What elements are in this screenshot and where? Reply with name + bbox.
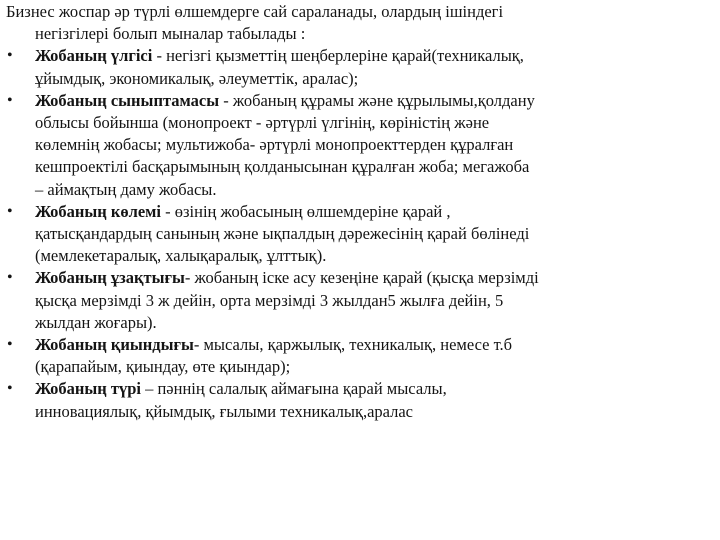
item-text: - негізгі қызметтің шеңберлеріне қарай(техникалық, [152,46,524,66]
criteria-list [6,45,714,422]
item-text: жылдан жоғары). [35,312,157,332]
item-term: Жобаның түрі [35,379,141,399]
item-text: облысы бойынша (монопроект - әртүрлі үлгінің, көріністің және [35,113,490,133]
item-text: – аймақтың даму жобасы. [35,179,217,199]
item-text: - жобаның іске асу кезеңіне қарай (қысқа мерзімді [184,268,539,288]
list-item [6,45,714,89]
bullet-icon: • [7,202,13,220]
bullet-icon: • [7,91,13,109]
item-term: Жобаның үлгісі [35,46,153,66]
item-text: (мемлекетаралық, халықаралық, ұлттық). [35,246,327,266]
item-term: Жобаның сыныптамасы [35,90,220,110]
item-text: ұйымдық, экономикалық, әлеуметтік, аралас); [35,68,359,88]
item-text: - жобаның құрамы және құрылымы,қолдану [219,90,535,110]
list-item [6,334,714,378]
item-text: - мысалы, қаржылық, техникалық, немесе т.б [193,335,513,355]
list-item [6,267,714,334]
item-text: – пәннің салалық аймағына қарай мысалы, [140,379,447,399]
list-item [6,90,714,201]
item-text: қатысқандардың санының және ықпалдың дәрежесінің қарай бөлінеді [35,224,530,244]
list-item [6,378,714,422]
item-text: (қарапайым, қиындау, өте қиындар); [35,357,291,377]
item-text: қысқа мерзімді 3 ж дейін, орта мерзімді 3 жылдан5 жылға дейін, 5 [35,290,504,310]
bullet-icon: • [7,336,13,354]
item-text: кешпроектілі басқарымының қолданысынан құралған жоба; мегажоба [35,157,530,177]
item-term: Жобаның көлемі [35,201,162,221]
item-text: көлемнің жобасы; мультижоба- әртүрлі монопроекттерден құралған [35,135,514,155]
item-term: Жобаның қиындығы [35,335,194,355]
intro-line-2: негізгілері болып мыналар табылады : [35,24,306,44]
intro-paragraph [6,0,714,45]
bullet-icon: • [7,380,13,398]
bullet-icon: • [7,47,13,65]
intro-line-1: Бизнес жоспар әр түрлі өлшемдерге сай сараланады, олардың ішіндегі [6,2,504,21]
item-text: инновациялық, қйымдық, ғылыми техникалық,аралас [35,401,414,421]
list-item [6,201,714,268]
bullet-icon: • [7,269,13,287]
item-term: Жобаның ұзақтығы [35,268,185,288]
item-text: - өзінің жобасының өлшемдеріне қарай , [161,201,451,221]
